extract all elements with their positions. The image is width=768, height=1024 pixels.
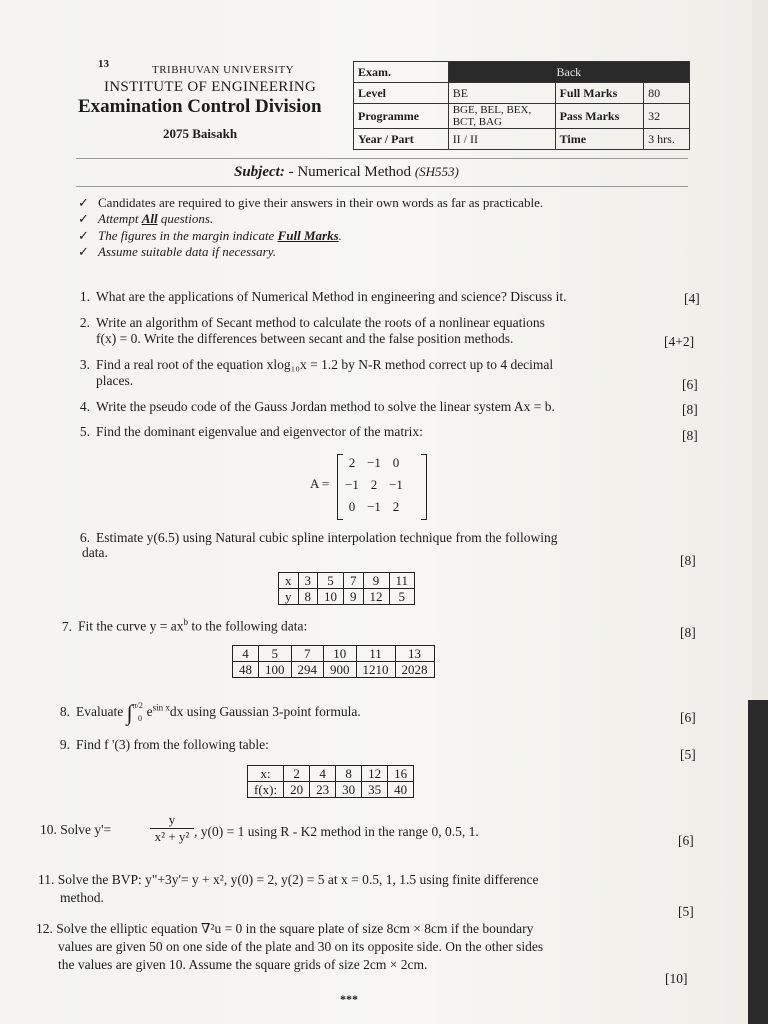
marks-q5: [8] bbox=[682, 428, 698, 443]
programme-value: BGE, BEL, BEX, BCT, BAG bbox=[448, 104, 555, 129]
divider-bottom bbox=[76, 186, 688, 187]
question-6-line2: data. bbox=[82, 545, 108, 560]
marks-q7: [8] bbox=[680, 625, 696, 640]
full-marks-label: Full Marks bbox=[555, 83, 644, 104]
question-12-line2: values are given 50 on one side of the plate and 30 on its opposite side. On the other sides bbox=[58, 939, 544, 954]
question-11-line2: method. bbox=[60, 890, 104, 905]
marks-q1: [4] bbox=[684, 291, 700, 306]
marks-q6: [8] bbox=[680, 553, 696, 568]
question-7: 7. Fit the curve $y = ax^b$ to the following data: bbox=[61, 617, 308, 634]
question-2: 2. Write an algorithm of Secant method to calculate the roots of a nonlinear equations bbox=[79, 315, 545, 330]
end-marker: *** bbox=[340, 992, 358, 1006]
matrix-right-bracket bbox=[421, 454, 427, 520]
question-3: 3. Find a real root of the equation xlog₁₀x = 1.2 by N-R method correct up to 4 decimal bbox=[79, 357, 554, 372]
question-11: 11. Solve the BVP: y"+3y'= y + x², y(0) = 2, y(2) = 5 at x = 0.5, 1, 1.5 using finite difference bbox=[38, 872, 539, 887]
data-table-q6: x 3 5 7 9 11 y 8 10 9 12 5 bbox=[278, 572, 415, 605]
question-9: 9. Find f '(3) from the following table: bbox=[59, 737, 269, 752]
marks-q3: [6] bbox=[682, 377, 698, 392]
marks-q8: [6] bbox=[680, 710, 696, 725]
marks-q12: [10] bbox=[665, 971, 688, 986]
programme-label: Programme bbox=[354, 104, 449, 129]
university-name: TRIBHUVAN UNIVERSITY bbox=[152, 64, 295, 76]
exam-info-table bbox=[353, 61, 690, 150]
marks-q10: [6] bbox=[678, 833, 694, 848]
checkmark-icon: ✓ bbox=[78, 211, 89, 226]
exam-value: Back bbox=[448, 62, 689, 83]
institute-name: INSTITUTE OF ENGINEERING bbox=[104, 79, 317, 95]
checkmark-icon: ✓ bbox=[78, 195, 89, 210]
matrix-label: A = bbox=[310, 476, 330, 491]
division-name: Examination Control Division bbox=[78, 96, 322, 117]
question-12: 12. Solve the elliptic equation ∇²u = 0 in the square plate of size 8cm × 8cm if the boundary bbox=[36, 921, 534, 936]
integral-sign-icon: ∫ bbox=[126, 700, 133, 725]
question-10-prefix: 10. Solve y'= bbox=[40, 822, 112, 837]
question-1: 1. What are the applications of Numerical Method in engineering and science? Discuss it. bbox=[79, 289, 567, 304]
divider-top bbox=[76, 158, 688, 159]
year-part-value: II / II bbox=[448, 129, 555, 150]
level-label: Level bbox=[354, 83, 449, 104]
subject-label: Subject: bbox=[234, 164, 285, 180]
question-3-line2: places. bbox=[96, 373, 134, 388]
full-marks-value: 80 bbox=[644, 83, 690, 104]
question-6: 6. Estimate y(6.5) using Natural cubic spline interpolation technique from the following bbox=[79, 530, 558, 545]
marks-q4: [8] bbox=[682, 402, 698, 417]
instruction-1: ✓ Candidates are required to give their answers in their own words as far as practicable. bbox=[78, 195, 544, 210]
marks-q11: [5] bbox=[678, 904, 694, 919]
page-number: 13 bbox=[98, 58, 109, 70]
pass-marks-label: Pass Marks bbox=[555, 104, 644, 129]
integral-lower-limit: 0 bbox=[138, 714, 142, 723]
q10-fraction: y x² + y² bbox=[150, 812, 194, 845]
year-part-label: Year / Part bbox=[354, 129, 449, 150]
instruction-3: ✓ The figures in the margin indicate Full Marks. bbox=[78, 228, 342, 243]
pass-marks-value: 32 bbox=[644, 104, 690, 129]
subject-name: - Numerical Method bbox=[288, 164, 412, 180]
matrix-a: 2 −1 0 −1 2 −1 0 −1 2 bbox=[345, 455, 403, 514]
question-12-line3: the values are given 10. Assume the square grids of size 2cm × 2cm. bbox=[58, 957, 428, 972]
checkmark-icon: ✓ bbox=[78, 228, 89, 243]
paper-edge-shadow bbox=[748, 700, 768, 1024]
data-table-q7: 4 5 7 10 11 13 48 100 294 900 1210 2028 bbox=[232, 645, 435, 678]
level-value: BE bbox=[448, 83, 555, 104]
subject-line bbox=[234, 164, 459, 181]
data-table-q9: x: 2 4 8 12 16 f(x): 20 23 30 35 40 bbox=[247, 765, 414, 798]
question-5: 5. Find the dominant eigenvalue and eigenvector of the matrix: bbox=[79, 424, 423, 439]
question-4: 4. Write the pseudo code of the Gauss Jordan method to solve the linear system Ax = b. bbox=[79, 399, 555, 414]
subject-code: (SH553) bbox=[414, 164, 459, 179]
marks-q2: [4+2] bbox=[664, 334, 695, 349]
question-10: , y(0) = 1 using R - K2 method in the range 0, 0.5, 1. bbox=[194, 824, 479, 839]
question-8: 8. Evaluate ∫π/2 $e^{sin x}dx$ using Gaussian 3-point formula. bbox=[59, 700, 361, 725]
instruction-4: ✓ Assume suitable data if necessary. bbox=[78, 244, 277, 259]
instruction-2: ✓ Attempt All questions. bbox=[78, 211, 214, 226]
exam-label: Exam. bbox=[354, 62, 449, 83]
checkmark-icon: ✓ bbox=[78, 244, 89, 259]
time-value: 3 hrs. bbox=[644, 129, 690, 150]
exam-session: 2075 Baisakh bbox=[163, 126, 238, 141]
question-2-line2: f(x) = 0. Write the differences between secant and the false position methods. bbox=[96, 331, 514, 346]
marks-q9: [5] bbox=[680, 747, 696, 762]
time-label: Time bbox=[555, 129, 644, 150]
